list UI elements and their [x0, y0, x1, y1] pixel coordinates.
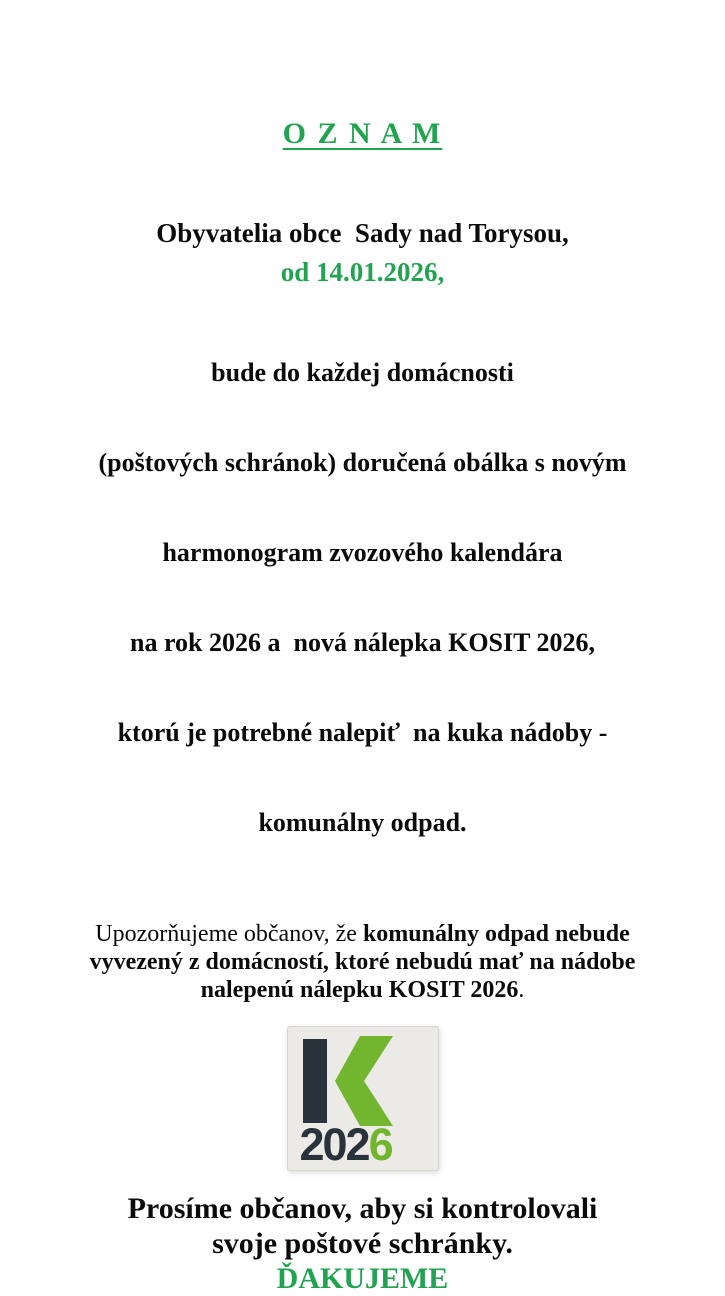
sticker-year-green: 6: [368, 1119, 392, 1170]
closing-line-1: Prosíme občanov, aby si kontrolovali: [127, 1192, 598, 1225]
main-paragraph: [0, 298, 725, 898]
paragraph-line: (poštových schránok) doručená obálka s novým: [98, 448, 627, 477]
warning-prefix: Upozorňujeme občanov, že: [95, 921, 363, 947]
paragraph-line: komunálny odpad.: [258, 808, 467, 837]
kosit-logo-bar-icon: [303, 1039, 327, 1123]
notice-title: O Z N A M: [282, 117, 443, 150]
closing-line-2: svoje poštové schránky.: [212, 1227, 513, 1260]
paragraph-line: na rok 2026 a nová nálepka KOSIT 2026,: [130, 628, 595, 657]
warning-suffix: .: [518, 977, 525, 1003]
paragraph-line: harmonogram zvozového kalendára: [162, 538, 563, 567]
kosit-logo-chevron-icon: [335, 1036, 395, 1126]
paragraph-line: ktorú je potrebné nalepiť na kuka nádoby -: [117, 718, 608, 747]
closing-paragraph: [0, 1191, 725, 1261]
warning-bold-text: komunálny odpad nebude vyvezený z domácností, ktoré nebudú mať na nádobe nalepenú nálepku KOSIT 2026: [89, 921, 636, 1003]
intro-line: Obyvatelia obce Sady nad Torysou,: [156, 218, 569, 248]
date-line: od 14.01.2026,: [280, 257, 445, 287]
thanks-line: ĎAKUJEME: [276, 1262, 449, 1295]
warning-paragraph: [80, 920, 645, 1004]
sticker-year-dark: 202: [299, 1119, 369, 1170]
sticker-year: [299, 1119, 392, 1170]
kosit-2026-sticker: [287, 1026, 439, 1171]
paragraph-line: bude do každej domácnosti: [211, 358, 514, 387]
